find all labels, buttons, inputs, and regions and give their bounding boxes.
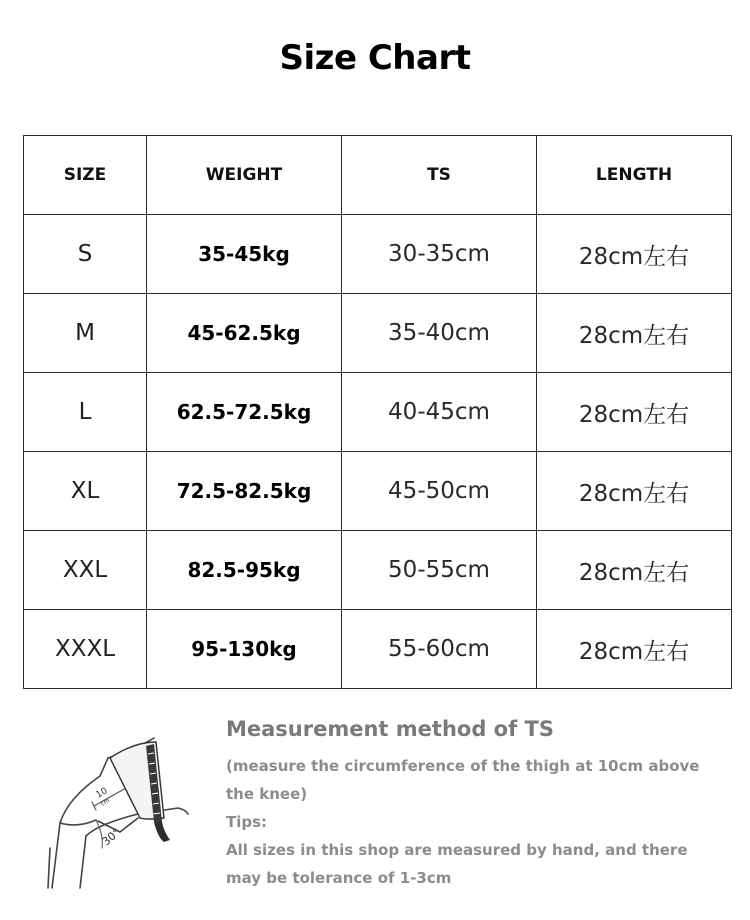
size-cell: M — [24, 294, 147, 373]
weight-cell: 35-45kg — [147, 215, 342, 294]
weight-cell: 45-62.5kg — [147, 294, 342, 373]
ts-cell: 50-55cm — [342, 531, 537, 610]
table-row — [24, 294, 732, 373]
table-header-row — [24, 136, 732, 215]
table-row — [24, 452, 732, 531]
measurement-description-line-2: the knee) — [226, 785, 308, 803]
header-size: SIZE — [24, 136, 147, 215]
size-cell: XXL — [24, 531, 147, 610]
ts-cell: 35-40cm — [342, 294, 537, 373]
distance-unit: cm — [99, 797, 111, 808]
knee-measurement-icon — [38, 728, 208, 898]
table-row — [24, 373, 732, 452]
table-row — [24, 531, 732, 610]
table-row — [24, 215, 732, 294]
header-length: LENGTH — [537, 136, 732, 215]
tips-label: Tips: — [226, 813, 268, 831]
size-cell: XL — [24, 452, 147, 531]
ts-cell: 45-50cm — [342, 452, 537, 531]
angle-label: 30° — [99, 825, 123, 849]
tips-line-2: may be tolerance of 1-3cm — [226, 869, 452, 887]
measurement-section — [226, 712, 726, 892]
weight-cell: 95-130kg — [147, 610, 342, 689]
weight-cell: 82.5-95kg — [147, 531, 342, 610]
length-cell: 28cm左右 — [537, 294, 732, 373]
size-cell: S — [24, 215, 147, 294]
distance-label: 10 — [94, 786, 110, 801]
header-ts: TS — [342, 136, 537, 215]
size-cell: XXXL — [24, 610, 147, 689]
ts-cell: 55-60cm — [342, 610, 537, 689]
tips-line-1: All sizes in this shop are measured by hand, and there — [226, 841, 688, 859]
weight-cell: 72.5-82.5kg — [147, 452, 342, 531]
ts-cell: 30-35cm — [342, 215, 537, 294]
length-cell: 28cm左右 — [537, 452, 732, 531]
length-cell: 28cm左右 — [537, 215, 732, 294]
header-weight: WEIGHT — [147, 136, 342, 215]
length-cell: 28cm左右 — [537, 610, 732, 689]
measurement-title: Measurement method of TS — [226, 717, 554, 741]
weight-cell: 62.5-72.5kg — [147, 373, 342, 452]
length-cell: 28cm左右 — [537, 373, 732, 452]
page-title: Size Chart — [279, 38, 471, 78]
size-chart-table — [23, 135, 732, 689]
ts-cell: 40-45cm — [342, 373, 537, 452]
measurement-description-line-1: (measure the circumference of the thigh at 10cm above — [226, 757, 700, 775]
length-cell: 28cm左右 — [537, 531, 732, 610]
size-cell: L — [24, 373, 147, 452]
table-row — [24, 610, 732, 689]
